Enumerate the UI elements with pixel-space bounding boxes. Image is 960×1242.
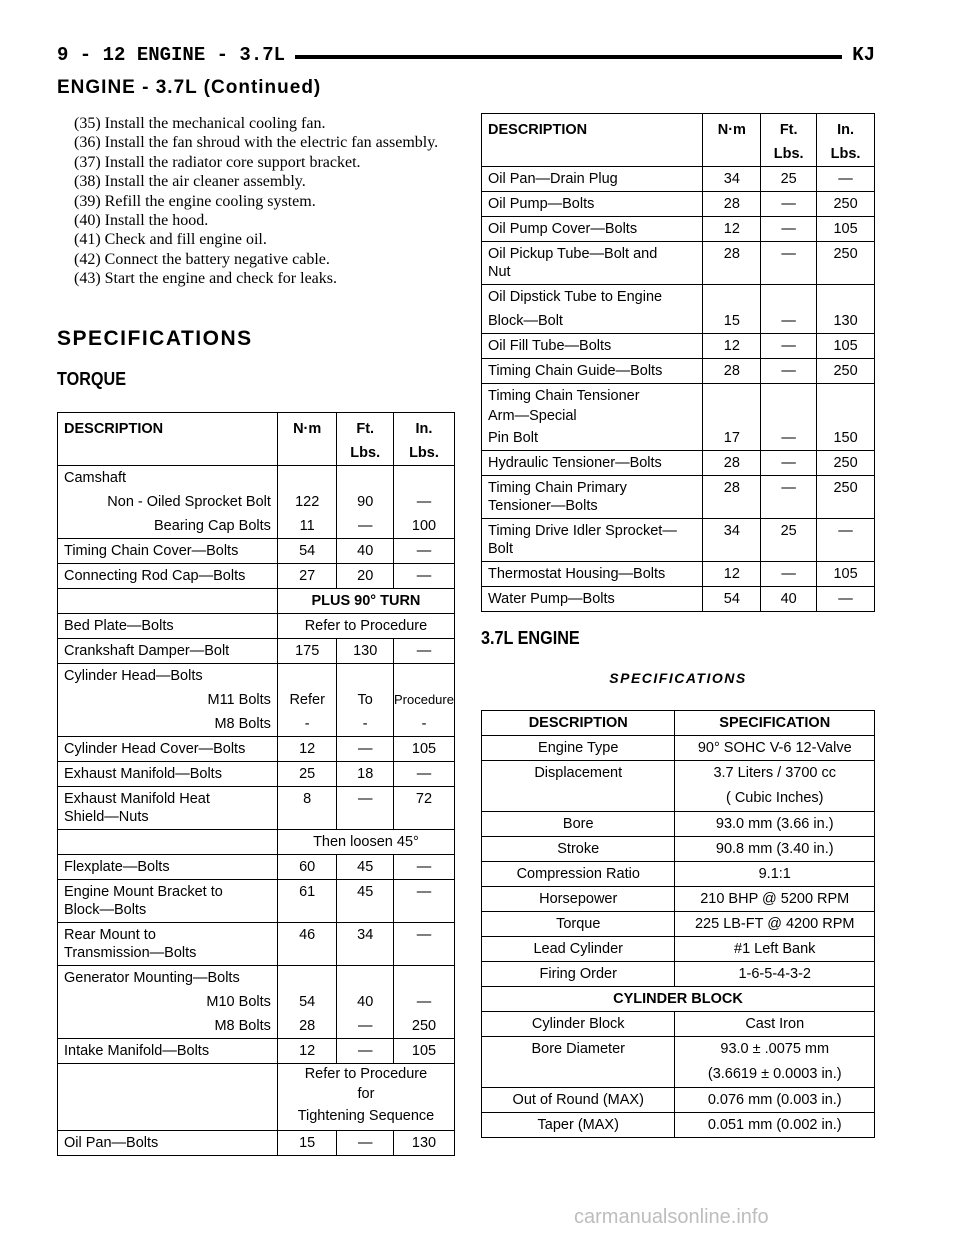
- table-row: Refer to Procedure for Tightening Sequence: [58, 1064, 455, 1131]
- col-ft: Ft. Lbs.: [337, 413, 394, 466]
- col-in: In. Lbs.: [393, 413, 454, 466]
- section-label: 9 - 12 ENGINE - 3.7L: [57, 44, 295, 66]
- torque-heading: TORQUE: [57, 369, 127, 389]
- table-row: Intake Manifold—Bolts 12 — 105: [58, 1039, 455, 1064]
- table-header-row: [58, 413, 455, 466]
- table-row: Thermostat Housing—Bolts 12 — 105: [482, 562, 875, 587]
- table-row: Timing Drive Idler Sprocket— Bolt 34 25 —: [482, 519, 875, 562]
- table-row: Taper (MAX) 0.051 mm (0.002 in.): [482, 1113, 875, 1138]
- table-row: Bed Plate—Bolts Refer to Procedure: [58, 614, 455, 639]
- table-row: Cylinder Head—Bolts M11 Bolts M8 Bolts Refer - To - Procedure -: [58, 664, 455, 737]
- table-row: Timing Chain Cover—Bolts 54 40 —: [58, 539, 455, 564]
- table-row: Torque 225 LB-FT @ 4200 RPM: [482, 912, 875, 937]
- table-row: Timing Chain Guide—Bolts 28 — 250: [482, 359, 875, 384]
- cylinder-block-header: CYLINDER BLOCK: [482, 987, 875, 1012]
- table-row: Cylinder Head Cover—Bolts 12 — 105: [58, 737, 455, 762]
- table-row: Oil Pump Cover—Bolts 12 — 105: [482, 217, 875, 242]
- table-row: Oil Dipstick Tube to Engine Block—Bolt 15 — 130: [482, 285, 875, 334]
- col-nm: N·m: [277, 413, 337, 466]
- table-row: Camshaft Non - Oiled Sprocket Bolt Bearing Cap Bolts 122 11 90 — — 100: [58, 466, 455, 539]
- engine-heading: 3.7L ENGINE: [481, 628, 580, 648]
- model-code: KJ: [842, 44, 875, 66]
- continued-title: ENGINE - 3.7L (Continued): [57, 77, 322, 98]
- table-row: Timing Chain Tensioner Arm—Special Pin Bolt 17 — 150: [482, 384, 875, 451]
- engine-spec-table: [481, 710, 875, 1138]
- watermark: carmanualsonline.info: [574, 1206, 769, 1228]
- step: (38) Install the air cleaner assembly.: [74, 173, 306, 191]
- table-row: Water Pump—Bolts 54 40 —: [482, 587, 875, 612]
- col-description: DESCRIPTION: [482, 711, 675, 736]
- table-row: Hydraulic Tensioner—Bolts 28 — 250: [482, 451, 875, 476]
- table-row: Crankshaft Damper—Bolt 175 130 —: [58, 639, 455, 664]
- procedure-steps: [57, 114, 455, 289]
- table-row: Firing Order 1-6-5-4-3-2: [482, 962, 875, 987]
- step: (43) Start the engine and check for leaks.: [74, 270, 338, 288]
- table-row: Flexplate—Bolts 60 45 —: [58, 855, 455, 880]
- torque-table-right: [481, 113, 875, 612]
- page-header: [57, 44, 875, 70]
- table-row: Exhaust Manifold Heat Shield—Nuts 8 — 72: [58, 787, 455, 830]
- table-row: Compression Ratio 9.1:1: [482, 862, 875, 887]
- table-header-row: [482, 114, 875, 167]
- table-row: Out of Round (MAX) 0.076 mm (0.003 in.): [482, 1088, 875, 1113]
- col-description: DESCRIPTION: [482, 114, 703, 167]
- col-description: DESCRIPTION: [58, 413, 278, 466]
- col-specification: SPECIFICATION: [675, 711, 875, 736]
- table-row: Cylinder Block Cast Iron: [482, 1012, 875, 1037]
- table-row: Displacement 3.7 Liters / 3700 cc ( Cubic Inches): [482, 761, 875, 812]
- step: (37) Install the radiator core support bracket.: [74, 153, 361, 171]
- table-row: Oil Pan—Drain Plug 34 25 —: [482, 167, 875, 192]
- table-header-row: [482, 711, 875, 736]
- table-row: PLUS 90° TURN: [58, 589, 455, 614]
- table-row: Oil Fill Tube—Bolts 12 — 105: [482, 334, 875, 359]
- specifications-heading: SPECIFICATIONS: [57, 327, 253, 350]
- col-ft: Ft. Lbs.: [761, 114, 817, 167]
- table-row: Horsepower 210 BHP @ 5200 RPM: [482, 887, 875, 912]
- torque-table-left: [57, 412, 455, 1156]
- table-row: Generator Mounting—Bolts M10 Bolts M8 Bolts 54 28 40 — — 250: [58, 966, 455, 1039]
- table-row: Rear Mount to Transmission—Bolts 46 34 —: [58, 923, 455, 966]
- step: (39) Refill the engine cooling system.: [74, 192, 316, 210]
- table-row: Engine Mount Bracket to Block—Bolts 61 45 —: [58, 880, 455, 923]
- table-row: Exhaust Manifold—Bolts 25 18 —: [58, 762, 455, 787]
- table-row: Engine Type 90° SOHC V-6 12-Valve: [482, 736, 875, 761]
- table-row: Timing Chain Primary Tensioner—Bolts 28 — 250: [482, 476, 875, 519]
- table-row: Stroke 90.8 mm (3.40 in.): [482, 837, 875, 862]
- table-row: Oil Pan—Bolts 15 — 130: [58, 1131, 455, 1156]
- step: (42) Connect the battery negative cable.: [74, 250, 330, 268]
- step: (36) Install the fan shroud with the electric fan assembly.: [74, 134, 439, 152]
- table-row: Bore 93.0 mm (3.66 in.): [482, 812, 875, 837]
- table-row: Bore Diameter 93.0 ± .0075 mm (3.6619 ± 0.0003 in.): [482, 1037, 875, 1088]
- engine-subheading: SPECIFICATIONS: [609, 670, 747, 686]
- table-row: Oil Pump—Bolts 28 — 250: [482, 192, 875, 217]
- table-row: Oil Pickup Tube—Bolt and Nut 28 — 250: [482, 242, 875, 285]
- table-row: [482, 987, 875, 1012]
- step: (41) Check and fill engine oil.: [74, 231, 267, 249]
- table-row: Then loosen 45°: [58, 830, 455, 855]
- step: (40) Install the hood.: [74, 212, 209, 230]
- step: (35) Install the mechanical cooling fan.: [74, 115, 326, 132]
- col-nm: N·m: [703, 114, 761, 167]
- col-in: In. Lbs.: [817, 114, 875, 167]
- table-row: Lead Cylinder #1 Left Bank: [482, 937, 875, 962]
- table-row: Connecting Rod Cap—Bolts 27 20 —: [58, 564, 455, 589]
